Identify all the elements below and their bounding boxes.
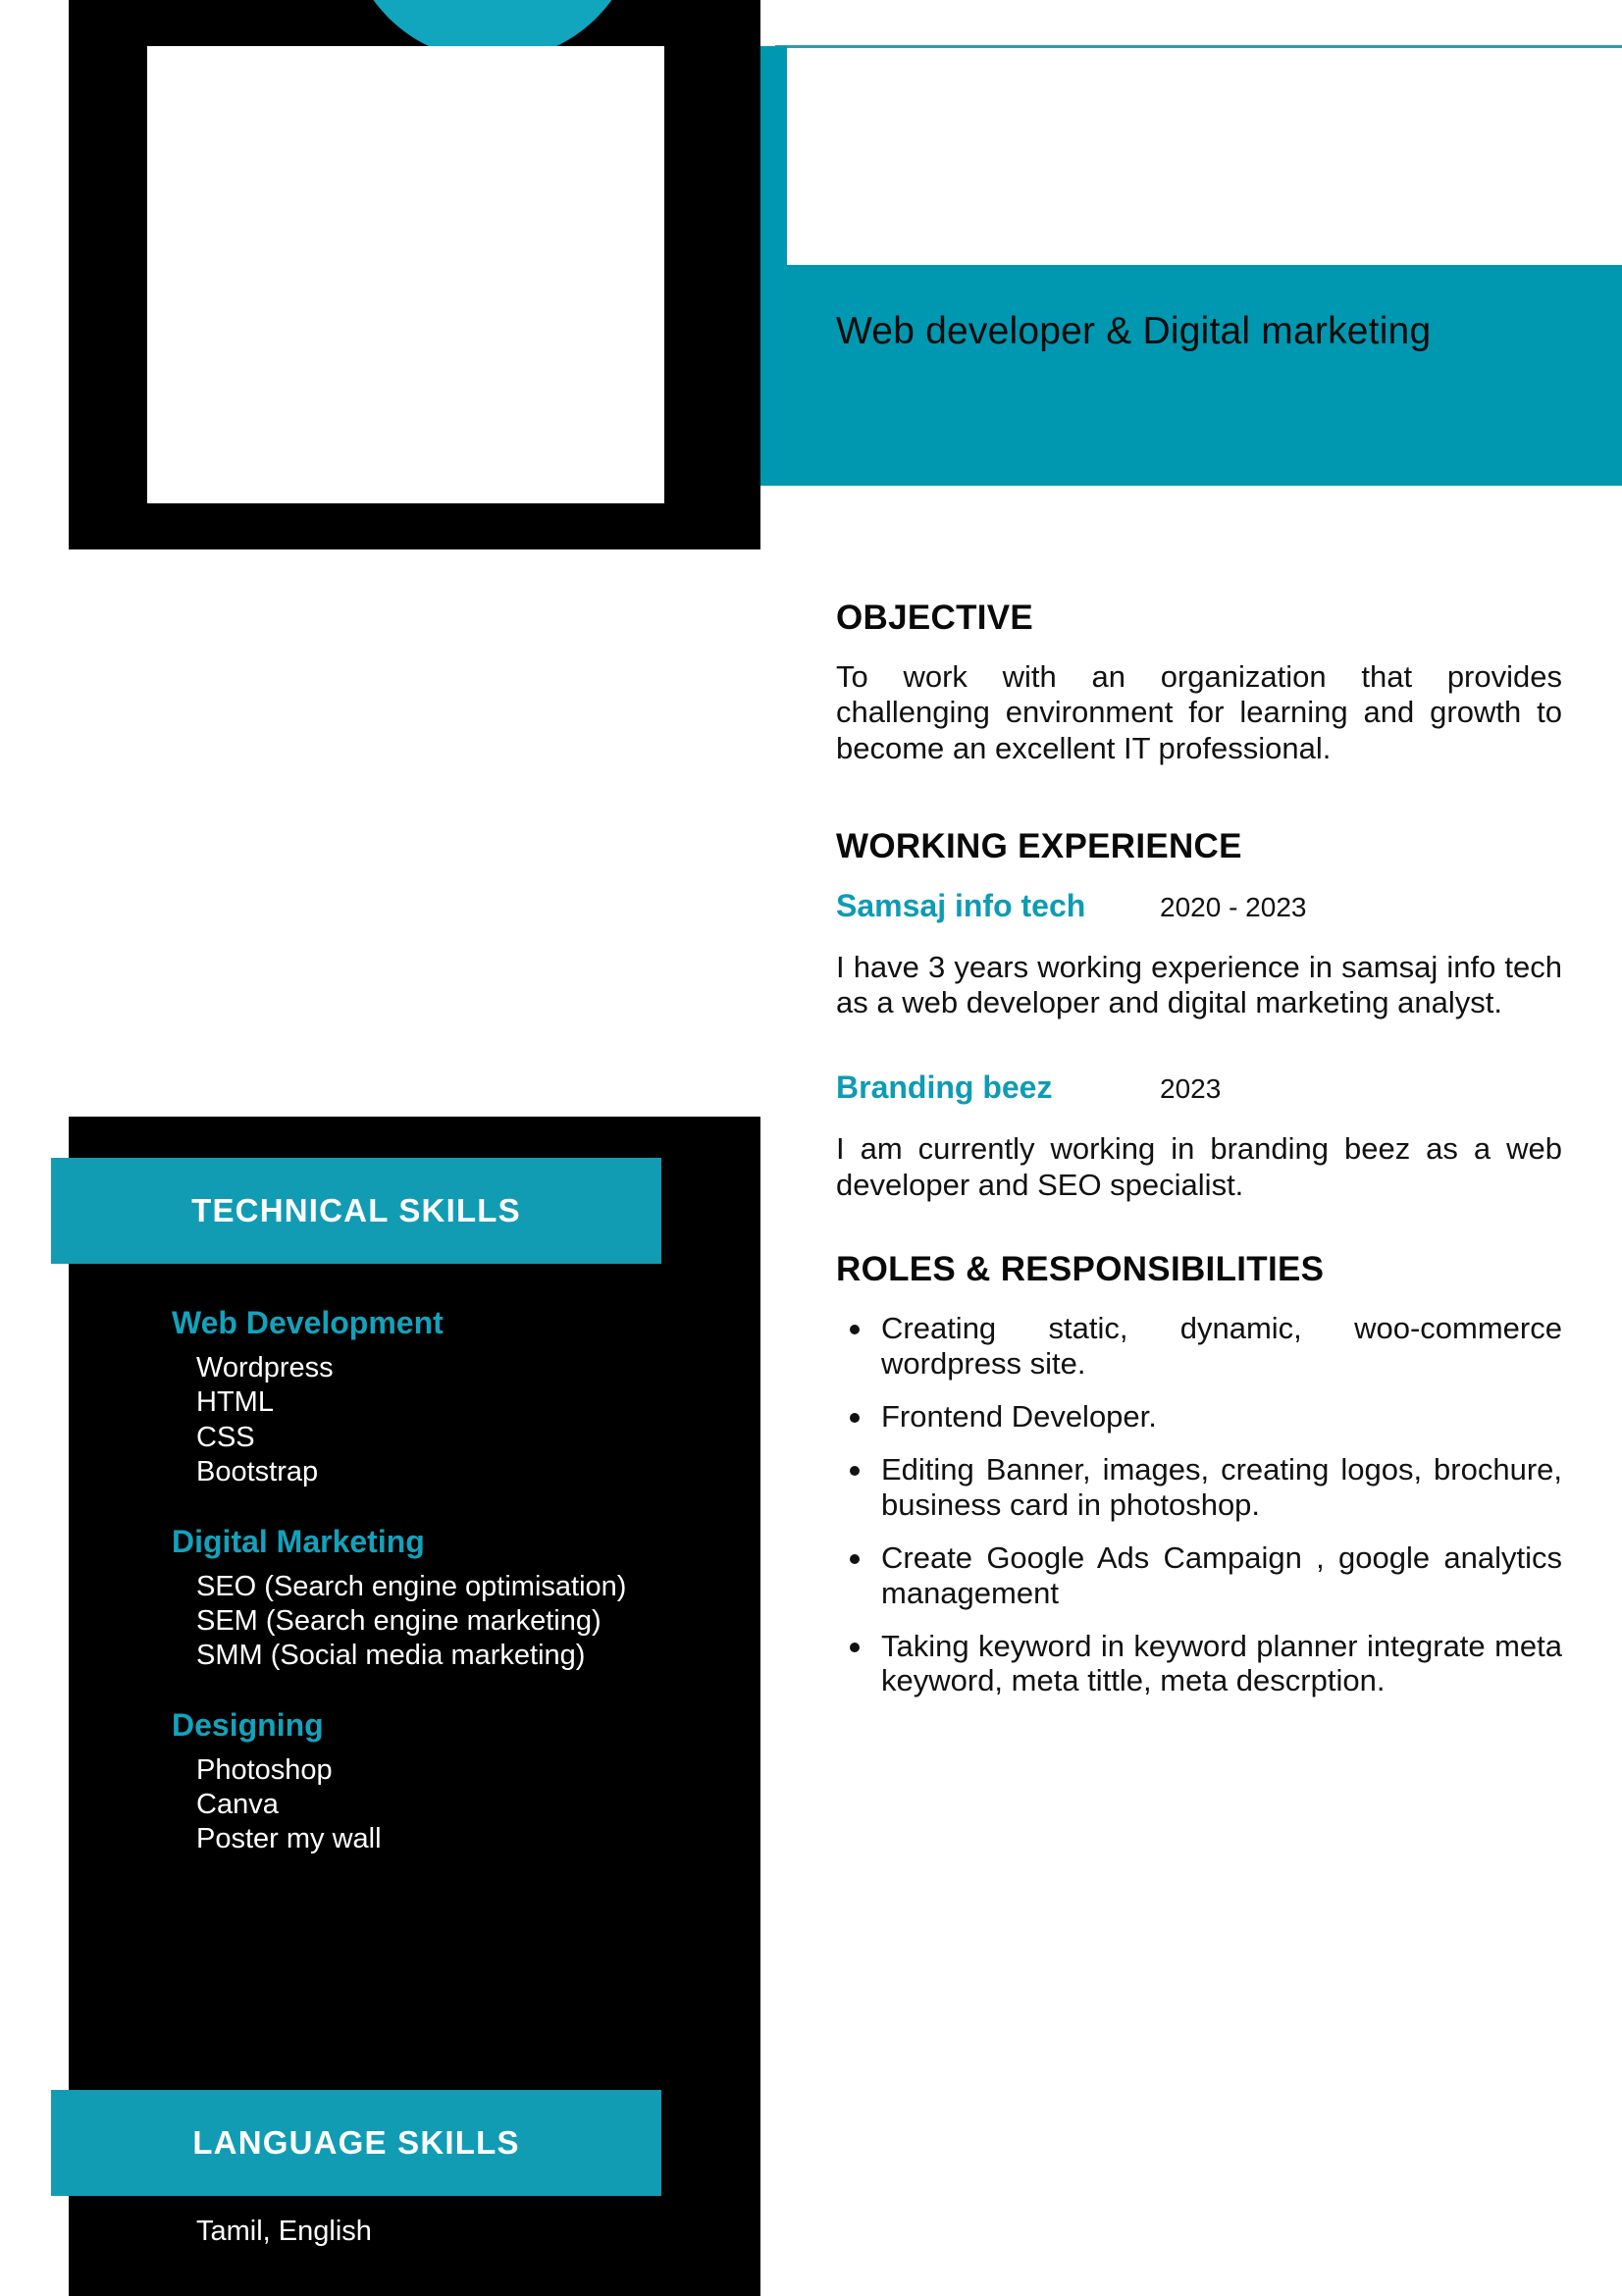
- job-company: Samsaj info tech: [836, 887, 1086, 923]
- list-item: SEO (Search engine optimisation): [196, 1570, 627, 1602]
- skill-list: [172, 1351, 721, 1490]
- roles-heading: ROLES & RESPONSIBILITIES: [836, 1249, 1325, 1288]
- header-accent-strip: [760, 46, 787, 267]
- list-item: Taking keyword in keyword planner integrate meta keyword, meta tittle, meta descrption.: [836, 1629, 1562, 1699]
- list-item: HTML: [196, 1386, 274, 1419]
- main-content: [836, 599, 1562, 1716]
- skill-category-title: Digital Marketing: [172, 1523, 425, 1559]
- job-description: I have 3 years working experience in samsaj info tech as a web developer and digital marketing analyst.: [836, 949, 1562, 1020]
- job-entry: [836, 888, 1562, 924]
- objective-heading: OBJECTIVE: [836, 599, 1034, 637]
- technical-skills-banner: [51, 1158, 661, 1264]
- roles-list: [836, 1311, 1562, 1699]
- list-item: SEM (Search engine marketing): [196, 1604, 602, 1637]
- skill-category: [172, 1305, 721, 1490]
- list-item: Photoshop: [196, 1753, 333, 1786]
- spacer: [836, 766, 1562, 827]
- list-item: CSS: [196, 1421, 255, 1453]
- job-company: Branding beez: [836, 1070, 1053, 1106]
- job-dates: 2023: [1160, 1073, 1222, 1105]
- skill-category-title: Web Development: [172, 1305, 444, 1340]
- skill-category: [172, 1707, 721, 1857]
- job-dates: 2020 - 2023: [1160, 891, 1307, 922]
- list-item: Poster my wall: [196, 1823, 382, 1855]
- language-skills-banner: [51, 2090, 661, 2196]
- list-item: Frontend Developer.: [836, 1399, 1562, 1435]
- working-experience-heading: WORKING EXPERIENCE: [836, 826, 1242, 865]
- job-entry: [836, 1070, 1562, 1106]
- job-title: Web developer & Digital marketing: [836, 310, 1432, 352]
- spacer: [836, 1020, 1562, 1070]
- list-item: Creating static, dynamic, woo-commerce wordpress site.: [836, 1311, 1562, 1382]
- skill-list: [172, 1753, 721, 1857]
- list-item: Wordpress: [196, 1352, 334, 1383]
- job-title-band: [760, 265, 1622, 486]
- language-skills-banner-label: LANGUAGE SKILLS: [192, 2124, 520, 2161]
- list-item: Create Google Ads Campaign , google analytics management: [836, 1540, 1562, 1611]
- objective-text: To work with an organization that provides challenging environment for learning and growth to become an excellent IT professional.: [836, 659, 1562, 765]
- header-hairline: [775, 45, 1622, 48]
- skill-category-title: Designing: [172, 1706, 324, 1743]
- technical-skills-banner-label: TECHNICAL SKILLS: [191, 1192, 521, 1228]
- list-item: SMM (Social media marketing): [196, 1640, 586, 1672]
- profile-photo-placeholder: [147, 46, 664, 503]
- job-description: I am currently working in branding beez as a web developer and SEO specialist.: [836, 1131, 1562, 1202]
- language-skills-value: Tamil, English: [196, 2216, 372, 2247]
- skill-list: [172, 1570, 721, 1674]
- list-item: Canva: [196, 1789, 279, 1820]
- skill-category: [172, 1524, 721, 1674]
- list-item: Editing Banner, images, creating logos, brochure, business card in photoshop.: [836, 1452, 1562, 1523]
- list-item: Bootstrap: [196, 1456, 319, 1488]
- skills-body: [172, 1305, 721, 1891]
- spacer: [836, 1203, 1562, 1250]
